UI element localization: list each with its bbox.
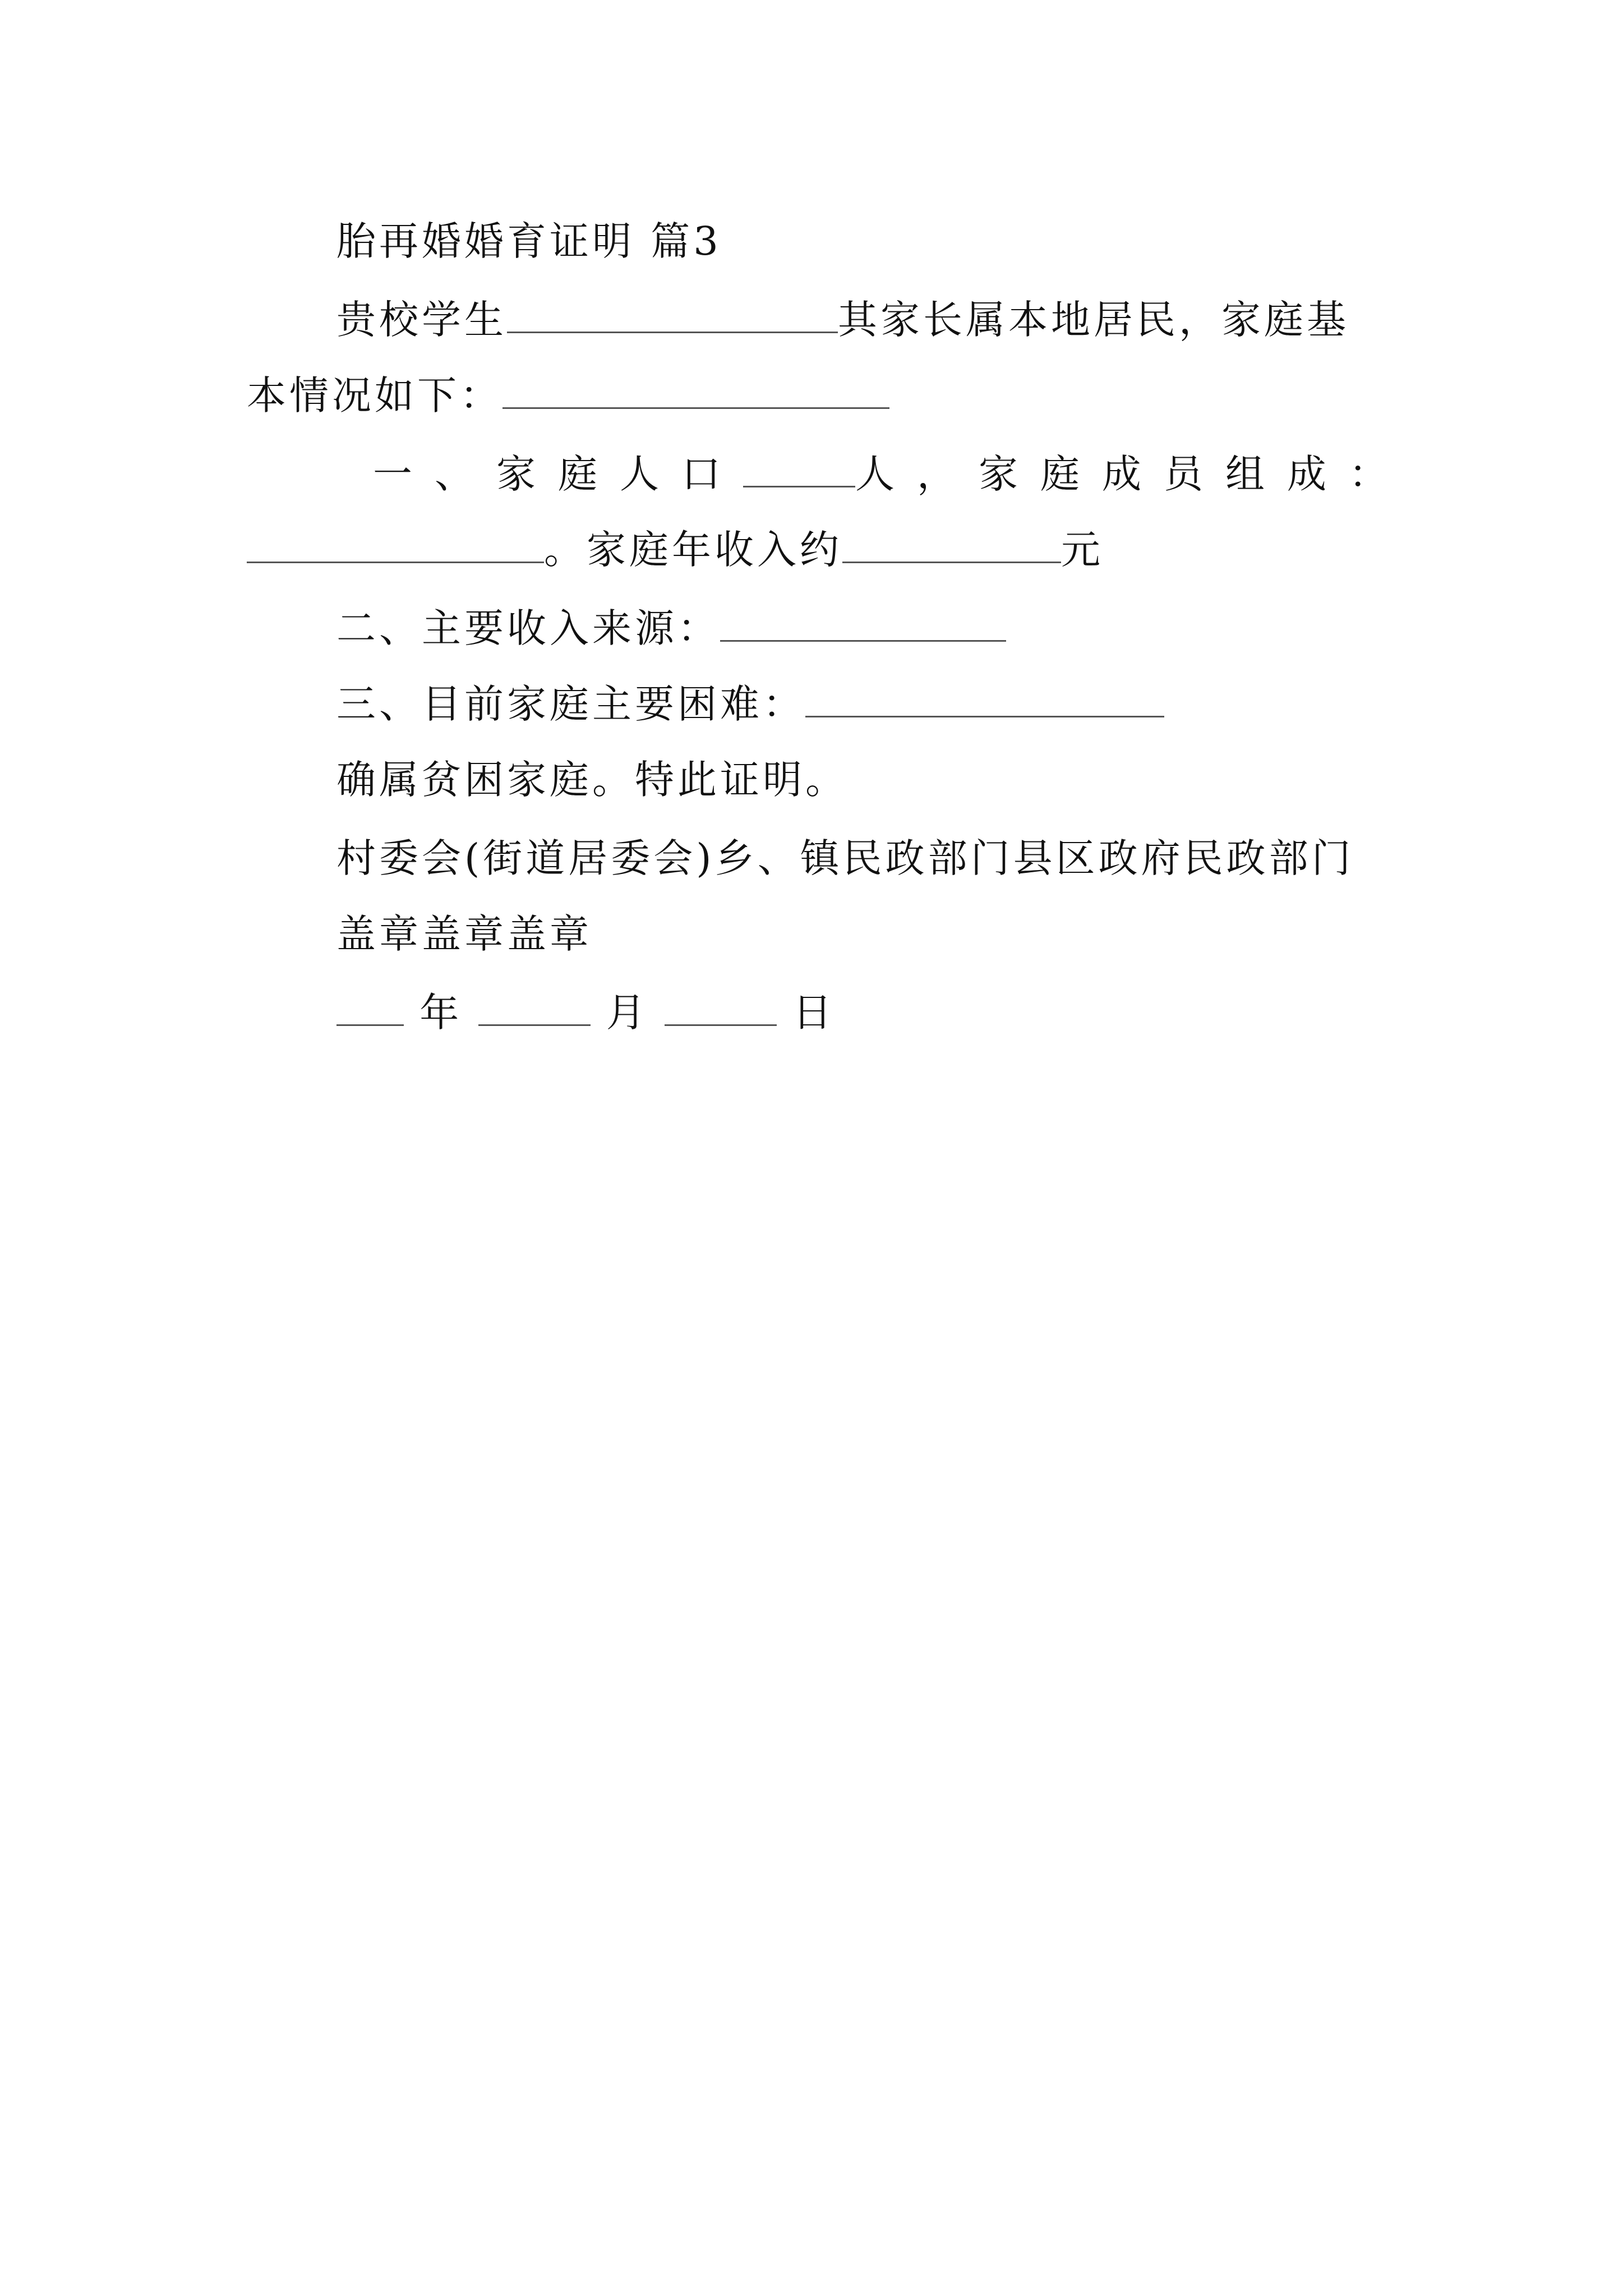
date-line (336, 987, 835, 1038)
year-label: 年 (419, 990, 463, 1036)
item-household (373, 449, 1410, 499)
item-household-cont (247, 524, 1104, 575)
household-prefix: 一、家庭人口 (373, 451, 743, 497)
day-blank[interactable] (665, 987, 777, 1026)
year-blank[interactable] (336, 987, 404, 1026)
difficulty-blank[interactable] (805, 679, 1164, 717)
intro-suffix: 其家长属本地居民，家庭基 (838, 297, 1349, 343)
income-label: 。家庭年收入约 (544, 527, 842, 573)
members-blank[interactable] (247, 524, 544, 563)
day-label: 日 (792, 990, 836, 1036)
authorities: 村委会(街道居委会)乡、镇民政部门县区政府民政部门 (336, 835, 1354, 881)
item-income-source (336, 603, 1006, 654)
household-mid: 人，家庭成员组成： (855, 451, 1410, 497)
item-difficulty (336, 679, 1164, 729)
conclusion: 确属贫困家庭。特此证明。 (336, 757, 848, 803)
difficulty-label: 三、目前家庭主要困难： (336, 681, 805, 727)
seals: 盖章盖章盖章 (336, 911, 592, 957)
document-title: 胎再婚婚育证明 篇3 (336, 218, 722, 264)
household-count-blank[interactable] (743, 449, 855, 487)
intro-prefix: 贵校学生 (336, 297, 507, 343)
income-blank[interactable] (842, 524, 1061, 563)
paragraph-intro-cont (247, 370, 889, 421)
income-source-blank[interactable] (720, 603, 1006, 642)
paragraph-intro (336, 295, 1349, 345)
student-name-blank[interactable] (507, 295, 838, 333)
income-unit: 元 (1061, 527, 1104, 573)
month-blank[interactable] (478, 987, 591, 1026)
basic-info-blank[interactable] (502, 370, 889, 409)
intro-cont-prefix: 本情况如下： (247, 372, 502, 418)
income-source-label: 二、主要收入来源： (336, 605, 720, 651)
month-label: 月 (606, 990, 649, 1036)
